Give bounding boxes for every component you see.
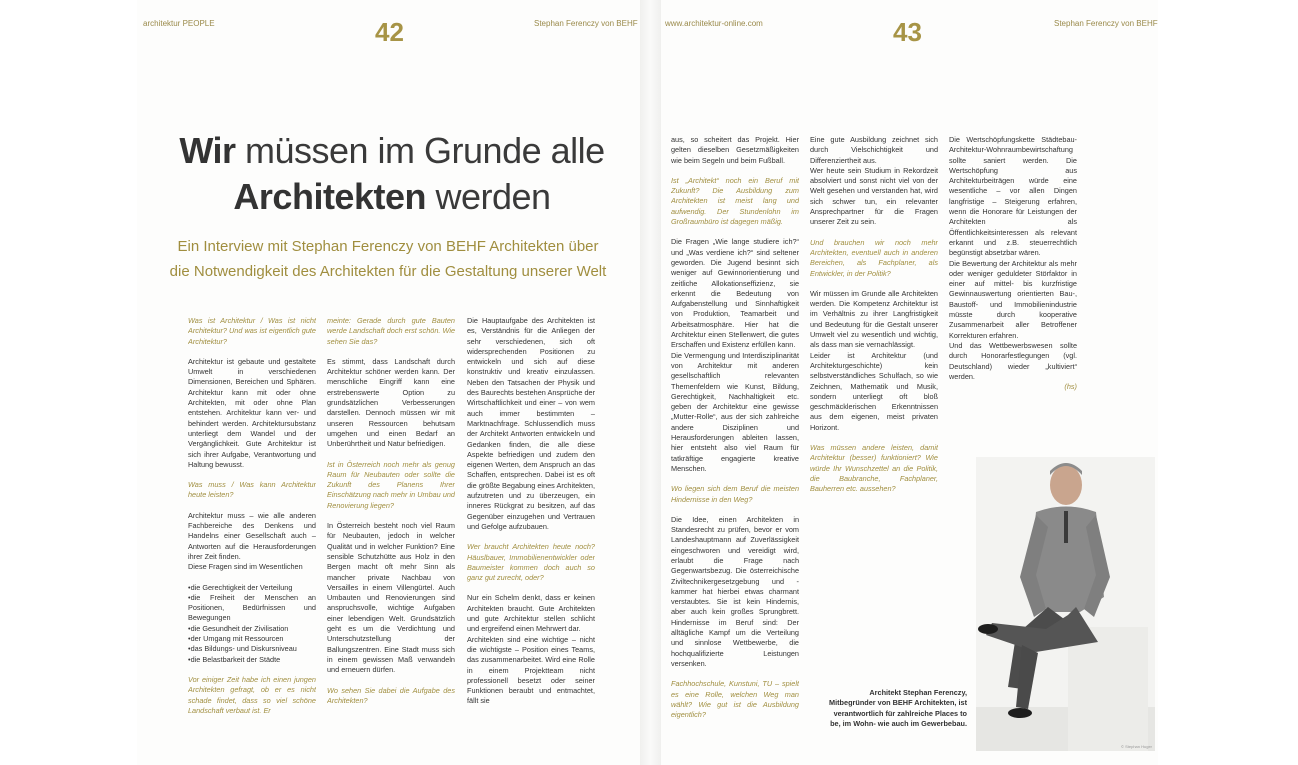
title-bold-2: Architekten [233,176,426,217]
question: Ist „Architekt“ noch ein Beruf mit Zukunft? Die Ausbildung zum Architekten ist meist lang und aufwendig. Der Stundenlohn im Großraumbüro ist dagegen mäßig. [671,175,799,227]
photo-credit: © Stephan Huger [1121,744,1152,749]
answer: In Österreich besteht noch viel Raum für Neubauten, jedoch in welcher Qualität und in welcher Funktion? Eine sensible Schutzhütte aus Holz in den Bergen macht oft mehr Sinn als mancher private Nachbau von Versailles in einem Villengürtel. Auch Umbauten und Renovierungen sind anspruchsvolle, wichtige Aufgaben einer lebendigen Welt. Grundsätzlich geht es um die Verdichtung und Unterschutzstellung der Ballungszentren. Eine Stadt muss sich in einem gewissen Maß verwandeln und erneuern dürfen. [327,521,455,675]
photo-caption: Architekt Stephan Ferenczy, Mitbegründer von BEHF Architekten, ist verantwortlich für zahlreiche Places to be, im Wohn- wie auch im Gewerbebau. [829,688,967,728]
title-bold-1: Wir [179,130,236,171]
title-rest-1: müssen im Grunde alle [235,130,605,171]
list-item: • die Gerechtigkeit der Verteilung [188,583,316,593]
article-title [172,128,612,220]
column-5 [810,135,938,535]
question: Was ist Architektur / Was ist nicht Architektur? Und was ist eigentlich gute Architektur? [188,316,316,346]
question: Was müssen andere leisten, damit Architektur (besser) funktioniert? Wie würde Ihr Wunschzettel an die Politik, die Baubranche, Fachplaner, Bauherren etc. aussehen? [810,443,938,494]
answer: Architektur muss – wie alle anderen Fachbereiche des Denkens und Handelns einer Gesellschaft auch – Antworten auf die Herausforderungen ihrer Zeit finden. [188,510,316,561]
article-subtitle: Ein Interview mit Stephan Ferenczy von BEHF Architekten über die Notwendigkeit des Architekten für die Gestaltung unserer Welt [169,238,607,280]
right-header-interviewee: Stephan Ferenczy von BEHF [1054,19,1158,28]
answer: Diese Fragen sind im Wesentlichen [188,562,303,572]
question: Wo liegen sich dem Beruf die meisten Hindernisse in den Weg? [671,484,799,504]
answer: aus, so scheitert das Projekt. Hier gelten dieselben Gesetzmäßigkeiten wie beim Segeln und beim Fußball. [671,135,799,165]
answer: Die Vermengung und Interdisziplinarität von Architektur mit anderen gesellschaftlich relevanten Themenfeldern wie Kunst, Bildung, Gerechtigkeit, Nachhaltigkeit etc. geben der Architektur eine gewisse „Mutter-Rolle“, aus der sich zahlreiche andere Disziplinen und Herausforderungen ableiten lassen, hier entsteht also viel Raum für tatkräftige engagierte kreative Menschen. [671,350,799,473]
list-item: • die Freiheit der Menschen an Positionen, Bedürfnissen und Bewegungen [188,593,316,624]
column-6 [949,135,1077,425]
answer: Nur ein Schelm denkt, dass er keinen Architekten braucht. Gute Architekten und gute Architektur stellen schlicht und ergreifend einen Mehrwert dar. [467,593,595,634]
right-page-number: 43 [893,17,922,47]
column-4 [671,135,799,750]
question: Wo sehen Sie dabei die Aufgabe des Architekten? [327,685,455,705]
question: Was muss / Was kann Architektur heute leisten? [188,480,316,500]
question: Fachhochschule, Kunstuni, TU – spielt es eine Rolle, welchen Weg man wählt? Wie gut ist die Ausbildung eigentlich? [671,679,799,720]
left-page-number: 42 [375,17,404,47]
author-initials: (hs) [1064,382,1077,392]
list-item: • die Belastbarkeit der Städte [188,655,316,665]
answer: Wer heute sein Studium in Rekordzeit absolviert und sonst nicht viel von der Welt gesehen und verstanden hat, wird sich schwer tun, ein relevanter Ansprechpartner für die Fragen unserer Zeit zu sein. [810,165,938,227]
question: Und brauchen wir noch mehr Architekten, eventuell auch in anderen Bereichen, als Fachplaner, als Entwickler, in der Politik? [810,237,938,278]
seated-man-illustration [976,457,1155,751]
left-header-interviewee: Stephan Ferenczy von BEHF [534,19,638,28]
answer: Die Fragen „Wie lange studiere ich?“ und „Was verdiene ich?“ sind seltener geworden. Die Jugend besinnt sich weniger auf Gewinnorientierung und zeitliche Allokationseffizienz, sie erkennt die Bedeutung von Aufgabenstellung und Sinnhaftigkeit von Produktion, Teamarbeit und Arbeitsatmosphäre. Hier hat die Architektur einen Stellenwert, die gutes Erschaffen und Existenz erfüllen kann. [671,237,799,350]
list-item: • das Bildungs- und Diskursniveau [188,644,316,654]
answer: Wir müssen im Grunde alle Architekten werden. Die Kompetenz Architektur ist im Verhältnis zu ihrer Langfristigkeit und Bedeutung für die Gestalt unserer Umwelt viel zu wesentlich und wichtig, als dass man sie vernachlässigt. [810,288,938,350]
column-3 [467,316,595,750]
list-item: • die Gesundheit der Zivilisation [188,624,316,634]
column-1 [188,316,316,750]
portrait-photo [976,457,1155,751]
answer: Die Bewertung der Architektur als mehr oder weniger geduldeter Störfaktor in einer auf mittel- bis kurzfristige Gewinnauswertung orientierten Bau-, Baustoff- und Immobilienindustrie müsste durch kooperative Zusammenarbeit aller Betroffener Korrekturen erfahren. [949,258,1077,340]
answer: Architektur ist gebaute und gestaltete Umwelt in verschiedenen Dimensionen, Bereichen und Sphären. Architektur kann mit oder ohne Architekten, mit oder ohne Plan entstehen. Architektur kann ver- und behindert werden. Architektursubstanz unterliegt dem Wandel und der Vergänglichkeit. Gute Architektur ist sich ihrer Aufgabe, Verantwortung und Haltung bewusst. [188,356,316,469]
answer: Die Hauptaufgabe des Architekten ist es, Verständnis für die Anliegen der sehr verschiedenen, sich oft widersprechenden Positionen zu entwickeln und sich auf diese konstruktiv und kreativ einzulassen. Neben den Tatsachen der Physik und des Baurechts bestehen Ansprüche der Wirtschaftlichkeit und einer – von wem auch immer bestimmten – Marktnachfrage. Schlussendlich muss der Architekt Antworten entwickeln und Gedanken finden, die alle diese Aspekte befriedigen und zudem den eigenen Werten, dem Anspruch an das Schaffen, entsprechen. Dabei ist es oft die größte Begabung eines Architekten, aufzutreten und zu überzeugen, ein inneres Rückgrat zu besitzen, auf das Gegenüber einzugehen und Vertrauen und Gefolge aufzubauen. [467,316,595,531]
question: Vor einiger Zeit habe ich einen jungen Architekten gefragt, ob er es nicht schade findet, dass so viel schöne Landschaft verbaut ist. Er [188,674,316,715]
answer: Eine gute Ausbildung zeichnet sich durch Vielschichtigkeit und Differenziertheit aus. [810,135,938,165]
answer: Es stimmt, dass Landschaft durch Architektur schöner werden kann. Der menschliche Eingriff kann eine erstrebenswerte Option zu grundsätzlichen Verbesserungen darstellen. Dennoch müssen wir mit unseren Ressourcen behutsam umgehen und einen Bedarf an Unberührtheit und Natur befriedigen. [327,356,455,449]
question: Ist in Österreich noch mehr als genug Raum für Neubauten oder sollte die Zukunft des Planens Ihrer Einschätzung nach mehr in Umbau und Renovierung liegen? [327,459,455,510]
left-header-magazine: architektur PEOPLE [143,19,215,28]
answer: Die Idee, einen Architekten in Standesrecht zu prüfen, bevor er vom Landeshauptmann auf Zuverlässigkeit eingeschworen und vereidigt wird, erlaubt die Frage nach Gegenwartsbezug. Die österreichische Ziviltechnikergesetzgebung und -kammer hat hierbei etwas charmant verstaubtes. Sie ist kein Hindernis, aber auch kein großes Sprungbrett. Hindernisse im Beruf sind: Der alltägliche Kampf um die Verteilung und sinnlose Wettbewerbe, die hochqualifizierte Leistungen versenken. [671,514,799,668]
answer: Leider ist Architektur (und Architekturgeschichte) kein selbstverständliches Schulfach, so wie Zeichnen, Mathematik und Musik, sondern unterliegt oft bloß geschmäcklerischen Erkenntnissen aus dem eigenen, meist privaten Horizont. [810,350,938,432]
list-item: • der Umgang mit Ressourcen [188,634,316,644]
challenges-list [188,583,316,665]
answer: Die Wertschöpfungskette Städtebau-Architektur-Wohnraumbewirtschaftung sollte saniert werden. Die Wertschöpfung aus Architekturbeiträgen würde eine wesentliche – vor allen Dingen langfristige – Steigerung erfahren, wenn die Honorare für Leistungen der Architekten als Öffentlichkeitsinteressen als relevant erkannt und z.B. steuerrechtlich begünstigt absetzbar wären. [949,135,1077,258]
answer: Und das Wettbewerbswesen sollte durch Honorarfestlegungen (vgl. Deutschland) wieder „kultiviert“ werden. [949,340,1077,381]
question: Wer braucht Architekten heute noch? Häuslbauer, Immobilienentwickler oder Baumeister kommen doch auch so ganz gut zurecht, oder? [467,542,595,583]
title-rest-2: werden [425,176,551,217]
question: meinte: Gerade durch gute Bauten werde Landschaft doch erst schön. Wie sehen Sie das? [327,316,455,346]
column-2 [327,316,455,750]
answer: Architekten sind eine wichtige – nicht die wichtigste – Position eines Teams, das zusammenarbeitet. Wird eine Rolle in einem Projektteam nicht professionell besetzt oder seiner Funktionen beraubt und entmachtet, fällt sie [467,634,595,706]
page-spine [640,0,661,765]
right-header-url: www.architektur-online.com [665,19,763,28]
